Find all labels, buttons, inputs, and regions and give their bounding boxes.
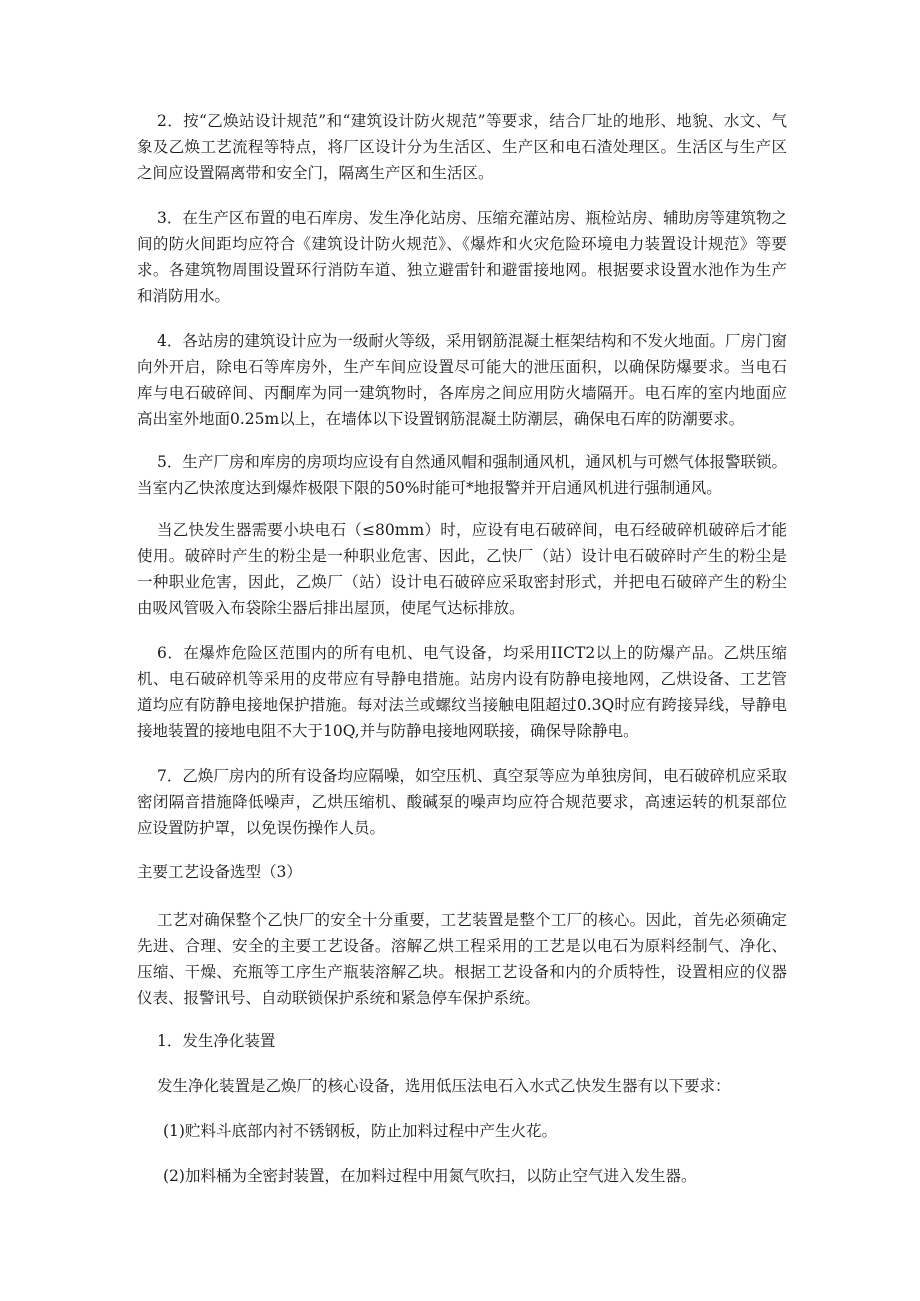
- paragraph-item-7: 7．乙焕厂房内的所有设备均应隔噪，如空压机、真空泵等应为单独房间，电石破碎机应采取密闭隔音措施降低噪声，乙烘压缩机、酸碱泵的噪声均应符合规范要求，高速运转的机泵部位应设置防护罩，以免误伤操作人员。: [137, 767, 787, 837]
- list-item: (2)加料桶为全密封装置，在加料过程中用氮气吹扫，以防止空气进入发生器。: [163, 1167, 697, 1185]
- paragraph-crushing: 当乙快发生器需要小块电石（≤80mm）时，应设有电石破碎间，电石经破碎机破碎后才能使用。破碎时产生的粉尘是一种职业危害、因此，乙快厂（站）设计电石破碎时产生的粉尘是一种职业危害，因此，乙焕厂（站）设计电石破碎应采取密封形式，并把电石破碎产生的粉尘由吸风管吸入布袋除尘器后排出屋顶，使尾气达标排放。: [137, 521, 787, 617]
- paragraph-item-2: 2．按“乙焕站设计规范”和“建筑设计防火规范”等要求，结合厂址的地形、地貌、水文、气象及乙焕工艺流程等特点，将厂区设计分为生活区、生产区和电石渣处理区。生活区与生产区之间应设置隔离带和安全门，隔离生产区和生活区。: [137, 112, 787, 182]
- list-item: (1)贮料斗底部内衬不锈钢板，防止加料过程中产生火花。: [163, 1122, 557, 1140]
- paragraph-item-5: 5．生产厂房和库房的房项均应设有自然通风帽和强制通风机，通风机与可燃气体报警联锁。当室内乙快浓度达到爆炸极限下限的50%时能可*地报警并开启通风机进行强制通风。: [137, 453, 787, 497]
- paragraph-item-3: 3．在生产区布置的电石库房、发生净化站房、压缩充灌站房、瓶检站房、辅助房等建筑物之间的防火间距均应符合《建筑设计防火规范》、《爆炸和火灾危险环境电力装置设计规范》等要求。各建筑物周围设置环行消防车道、独立避雷针和避雷接地网。根据要求设置水池作为生产和消防用水。: [137, 209, 787, 305]
- paragraph-process: 工艺对确保整个乙快厂的安全十分重要，工艺装置是整个工厂的核心。因此，首先必须确定先进、合理、安全的主要工艺设备。溶解乙烘工程采用的工艺是以电石为原料经制气、净化、压缩、干燥、充瓶等工序生产瓶装溶解乙块。根据工艺设备和内的介质特性，设置相应的仪器仪表、报警讯号、自动联锁保护系统和紧急停车保护系统。: [137, 911, 787, 1007]
- paragraph-generator-intro: 发生净化装置是乙焕厂的核心设备，选用低压法电石入水式乙快发生器有以下要求：: [157, 1077, 731, 1095]
- subheading-generator: 1．发生净化装置: [157, 1032, 276, 1050]
- section-heading: 主要工艺设备选型（3）: [137, 863, 302, 881]
- paragraph-item-6: 6．在爆炸危险区范围内的所有电机、电气设备，均采用IICT2以上的防爆产品。乙烘压缩机、电石破碎机等采用的皮带应有导静电措施。站房内设有防静电接地网，乙烘设备、工艺管道均应有防静电接地保护措施。每对法兰或螺纹当接触电阻超过0.3Q时应有跨接异线，导静电接地装置的接地电阻不大于10Q,并与防静电接地网联接，确保导除静电。: [137, 644, 787, 740]
- paragraph-item-4: 4．各站房的建筑设计应为一级耐火等级，采用钢筋混凝土框架结构和不发火地面。厂房门窗向外开启，除电石等库房外，生产车间应设置尽可能大的泄压面积，以确保防爆要求。当电石库与电石破碎间、丙酮库为同一建筑物时，各库房之间应用防火墙隔开。电石库的室内地面应高出室外地面0.25m以上，在墙体以下设置钢筋混凝土防潮层，确保电石库的防潮要求。: [137, 332, 787, 428]
